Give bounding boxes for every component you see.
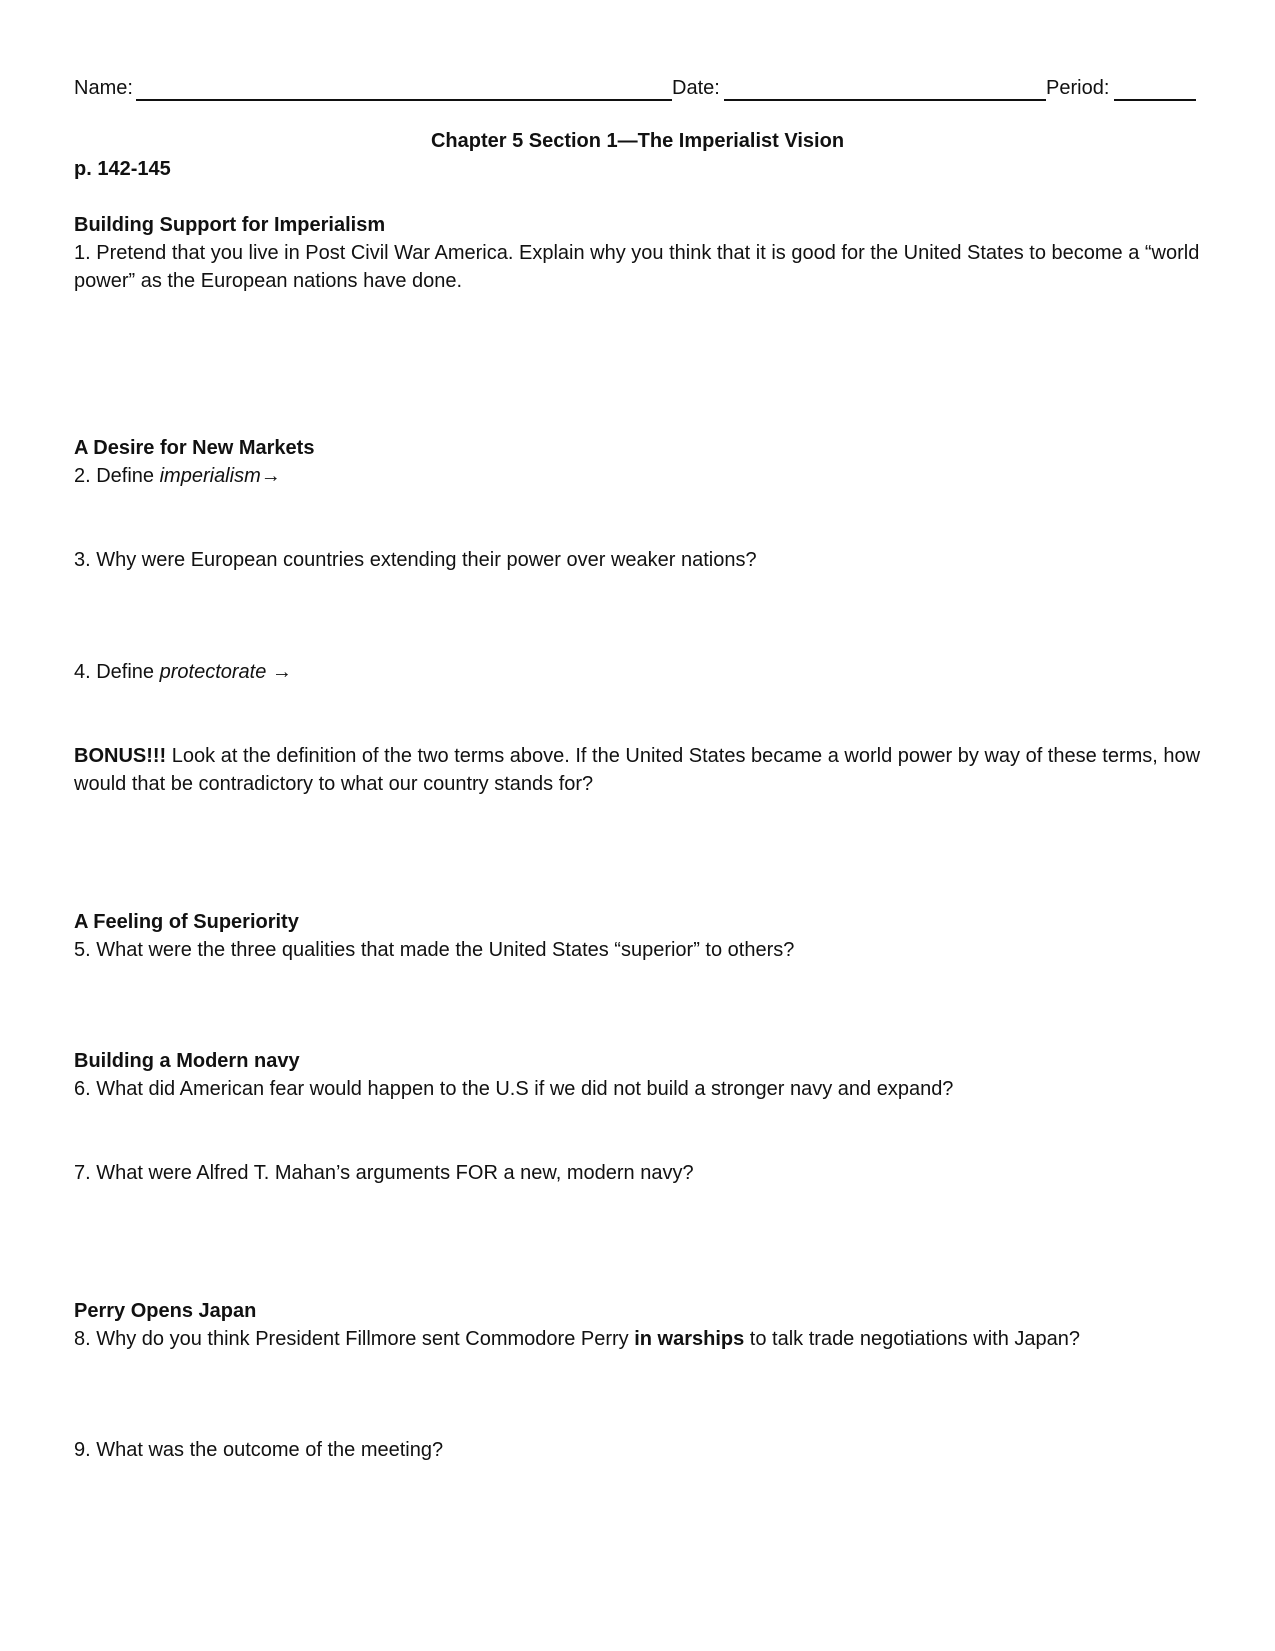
term-imperialism: imperialism [159, 465, 261, 487]
question-8 [74, 1325, 1080, 1353]
question-8-suffix: to talk trade negotiations with Japan? [744, 1328, 1081, 1350]
right-arrow-icon: → [260, 465, 281, 487]
section-heading-modern-navy: Building a Modern navy [74, 1050, 300, 1072]
date-blank-line[interactable] [724, 99, 1046, 101]
name-blank-line[interactable] [136, 99, 672, 101]
name-label: Name: [74, 77, 133, 99]
page-title: Chapter 5 Section 1—The Imperialist Vision [430, 130, 845, 152]
bonus-question [74, 742, 1214, 798]
term-protectorate: protectorate [159, 661, 267, 683]
question-4 [74, 658, 292, 686]
period-blank-line[interactable] [1114, 99, 1196, 101]
question-2-prefix: 2. Define [74, 465, 160, 487]
section-heading-perry-japan: Perry Opens Japan [74, 1300, 257, 1322]
question-2 [74, 462, 281, 490]
bonus-label: BONUS!!! [74, 745, 167, 767]
question-8-emphasis: in warships [634, 1328, 745, 1350]
question-6: 6. What did American fear would happen to the U.S if we did not build a stronger navy and expand? [74, 1078, 954, 1100]
date-label: Date: [672, 77, 720, 99]
question-3: 3. Why were European countries extending their power over weaker nations? [74, 549, 757, 571]
section-heading-superiority: A Feeling of Superiority [74, 911, 299, 933]
page-range: p. 142-145 [74, 158, 171, 180]
section-heading-new-markets: A Desire for New Markets [74, 437, 315, 459]
question-5: 5. What were the three qualities that made the United States “superior” to others? [74, 939, 795, 961]
section-heading-building-support: Building Support for Imperialism [74, 214, 386, 236]
question-7: 7. What were Alfred T. Mahan’s arguments FOR a new, modern navy? [74, 1162, 694, 1184]
right-arrow-icon: → [271, 661, 292, 683]
period-label: Period: [1046, 77, 1110, 99]
question-8-prefix: 8. Why do you think President Fillmore sent Commodore Perry [74, 1328, 635, 1350]
bonus-text: Look at the definition of the two terms above. If the United States became a world power by way of these terms, how would that be contradictory to what our country stands for? [74, 745, 1201, 795]
question-9: 9. What was the outcome of the meeting? [74, 1439, 444, 1461]
question-1: 1. Pretend that you live in Post Civil War America. Explain why you think that it is good for the United States to become a “world power” as the European nations have done. [74, 242, 1200, 292]
question-4-prefix: 4. Define [74, 661, 160, 683]
